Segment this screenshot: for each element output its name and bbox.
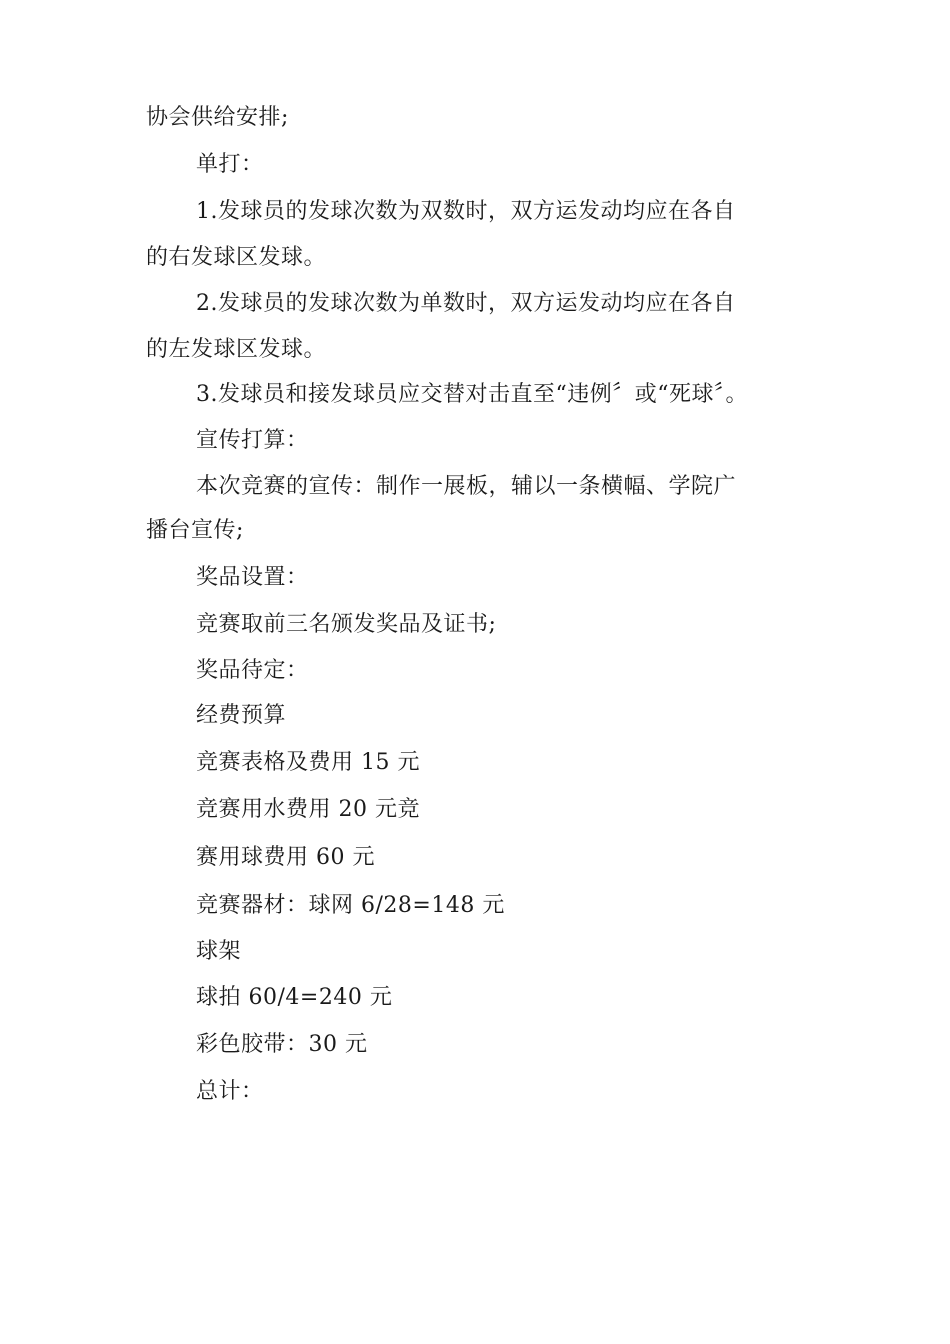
text-line: 竞赛取前三名颁发奖品及证书; (196, 612, 497, 637)
budget-item: 球架 (196, 939, 242, 964)
section-heading-budget: 经费预算 (196, 703, 287, 728)
budget-item: 彩色胶带：30 元 (196, 1032, 368, 1057)
text-line: 奖品待定： (196, 658, 309, 683)
text-line: 1.发球员的发球次数为双数时，双方运发动均应在各自 (196, 199, 736, 224)
text-line: 的左发球区发球。 (146, 337, 327, 362)
section-heading-singles: 单打： (196, 152, 264, 177)
section-heading-publicity: 宣传打算： (196, 428, 309, 453)
budget-item: 竞赛器材：球网 6/28=148 元 (196, 893, 505, 918)
text-line: 3.发球员和接发球员应交替对击直至“违例〞或“死球〞。 (196, 382, 748, 407)
text-line: 本次竞赛的宣传：制作一展板，辅以一条横幅、学院广 (196, 474, 737, 499)
text-line: 的右发球区发球。 (146, 245, 327, 270)
text-line: 协会供给安排; (146, 105, 289, 130)
budget-item: 球拍 60/4=240 元 (196, 985, 393, 1010)
budget-total: 总计： (196, 1079, 264, 1104)
budget-item: 赛用球费用 60 元 (196, 845, 375, 870)
budget-item: 竞赛表格及费用 15 元 (196, 750, 420, 775)
text-line: 播台宣传; (146, 518, 244, 543)
section-heading-prizes: 奖品设置： (196, 565, 309, 590)
text-line: 2.发球员的发球次数为单数时，双方运发动均应在各自 (196, 291, 736, 316)
budget-item: 竞赛用水费用 20 元竞 (196, 797, 420, 822)
